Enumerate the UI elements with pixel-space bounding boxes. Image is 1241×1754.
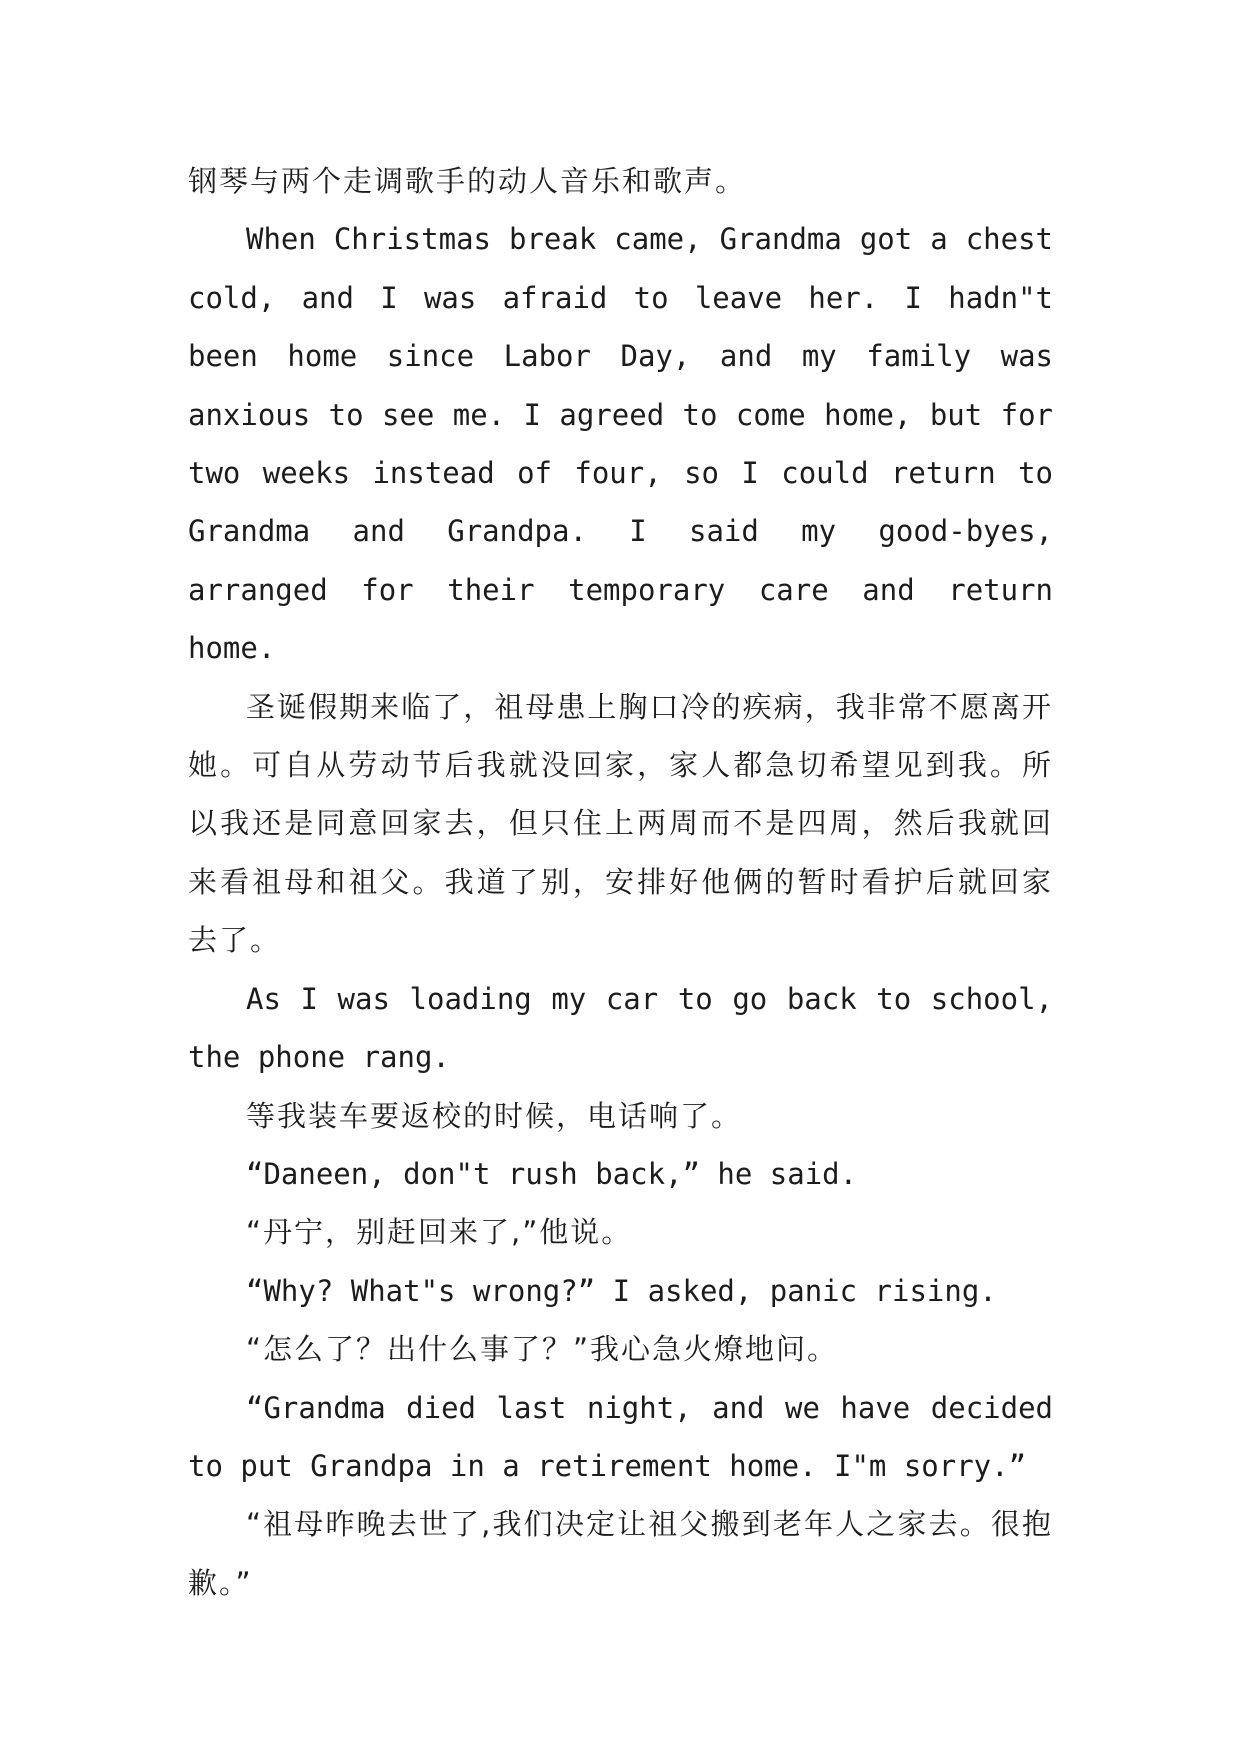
paragraph-continuation: 钢琴与两个走调歌手的动人音乐和歌声。 <box>188 164 747 198</box>
paragraph-grandma-died-en: “Grandma died last night, and we have decided to put Grandpa in a retirement home. I"m sorry.” <box>188 1390 1053 1483</box>
body-text <box>188 152 1053 1612</box>
paragraph-grandma-died-zh: “祖母昨晚去世了,我们决定让祖父搬到老年人之家去。很抱歉。” <box>188 1507 1053 1600</box>
paragraph-dont-rush-en: “Daneen, don"t rush back,” he said. <box>246 1156 858 1191</box>
paragraph-dont-rush-zh: “丹宁，别赶回来了,”他说。 <box>246 1215 633 1250</box>
paragraph-christmas-break-en: When Christmas break came, Grandma got a chest cold, and I was afraid to leave her. I hadn"t been home since Labor Day, and my family was anxious to see me. I agreed to come home, but for two weeks instead of four, so I could return to Grandma and Grandpa. I said my good-byes, arranged for their temporary care and return home. <box>188 222 1053 666</box>
paragraph-whats-wrong-zh: “怎么了？出什么事了？”我心急火燎地问。 <box>246 1332 839 1367</box>
paragraph-phone-rang-en: As I was loading my car to go back to school, the phone rang. <box>188 981 1053 1075</box>
paragraph-whats-wrong-en: “Why? What"s wrong?” I asked, panic rising. <box>246 1273 997 1308</box>
paragraph-christmas-break-zh: 圣诞假期来临了，祖母患上胸口冷的疾病，我非常不愿离开她。可自从劳动节后我就没回家，家人都急切希望见到我。所以我还是同意回家去，但只住上两周而不是四周，然后我就回来看祖母和祖父。我道了别，安排好他俩的暂时看护后就回家去了。 <box>188 689 1053 958</box>
paragraph-phone-rang-zh: 等我装车要返校的时候，电话响了。 <box>246 1098 743 1133</box>
